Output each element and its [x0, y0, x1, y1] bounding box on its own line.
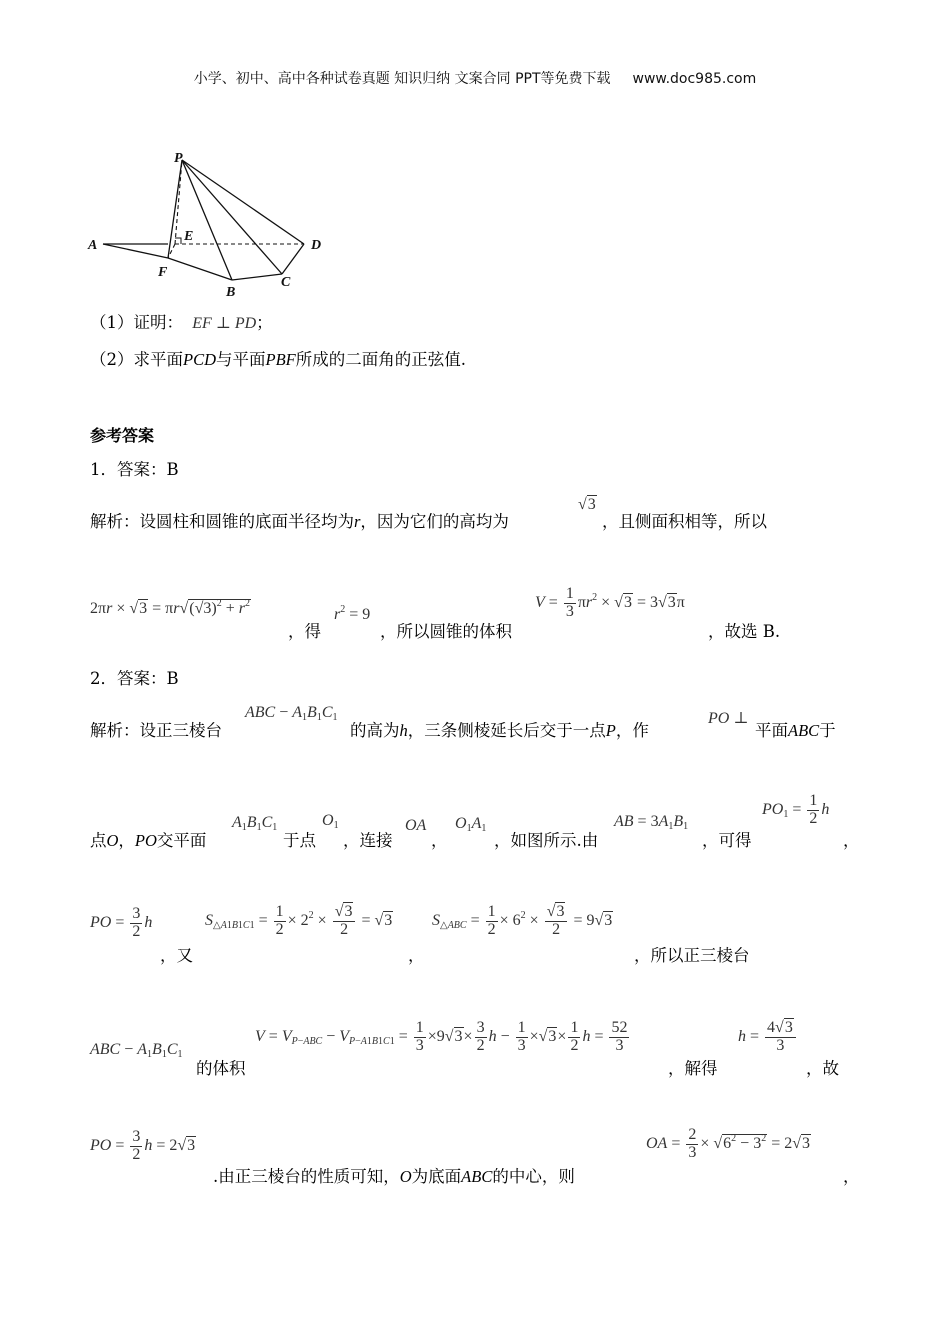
text-de: ，得: [288, 622, 321, 641]
a2-line1-end: [755, 720, 836, 742]
formula-ab-eq: AB = $3A_1B_1$: [614, 813, 689, 832]
question-1: [90, 312, 273, 335]
formula-r-squared: $r^2 = 9$: [334, 604, 371, 623]
formula-cone-volume: V = $\frac{1}{3}$ $\pi r^2 \times √3 = 3√3\pi$: [535, 585, 685, 620]
formula-po: PO = $\frac{3}{2}$ h: [90, 905, 153, 940]
q1-label: （1）证明：: [90, 313, 183, 332]
a2-line5: [213, 1166, 575, 1188]
text: ，因为它们的高均为: [360, 512, 509, 531]
text: 的高为: [350, 721, 400, 740]
answer-2-title: 2．答案：B: [90, 669, 179, 688]
text: ，: [118, 831, 135, 850]
text: 交平面: [156, 831, 207, 850]
text-therefore: ，故: [806, 1059, 839, 1078]
text-also: ，又: [160, 946, 193, 965]
text: 解析：设圆柱和圆锥的底面半径均为: [90, 512, 354, 531]
text-connect: ，连接: [343, 831, 393, 850]
formula-po-value: PO = $\frac{3}{2}$ h = 2√3: [90, 1128, 196, 1163]
text-comma-end: ，: [843, 1167, 860, 1186]
answer-1-line-1: [90, 511, 509, 533]
formula-po1: $PO_1$ = $\frac{1}{2}$ h: [762, 792, 830, 827]
page-header: [0, 68, 950, 88]
var-o: O: [106, 831, 119, 850]
text: 平面: [755, 721, 788, 740]
formula-area-bottom: $S_{\triangle ABC}$ = $\frac{1}{2}$ × $6^2$ × $\frac{√3}{2}$ = 9√3: [432, 903, 613, 938]
text-solve: ，解得: [668, 1059, 718, 1078]
label-C: C: [281, 275, 291, 290]
var-p: P: [605, 721, 616, 740]
var-abc: ABC: [788, 721, 820, 740]
formula-o1a1: $O_1A_1$: [455, 815, 487, 834]
text: ，三条侧棱延长后交于一点: [407, 721, 606, 740]
formula-frustum-name: ABC − $A_1B_1C_1$: [245, 704, 338, 723]
formula-frustum-volume: $V = V_{P-ABC} - V_{P-A1B1C1}$ = $\frac{1}{3}$ ×9√3× $\frac{3}{2}$ h − $\frac{1}{3}$ ×√3× $\frac{1}{2}$ h = $\frac{52}{3}$: [255, 1019, 628, 1054]
label-F: F: [158, 265, 168, 280]
q1-suffix: ；: [256, 313, 273, 332]
pyramid-figure: [80, 148, 340, 303]
q2-text-a: （2）求平面: [90, 350, 183, 369]
text-so-frustum: ，所以正三棱台: [634, 946, 750, 965]
formula-po-perp: PO ⊥: [708, 710, 749, 727]
header-text: 小学、初中、高中各种试卷真题 知识归纳 文案合同 PPT等免费下载: [193, 71, 611, 87]
label-B: B: [226, 285, 236, 300]
a2-line2-start: [90, 830, 206, 852]
q2-text-c: 所成的二面角的正弦值.: [295, 350, 466, 369]
text-comma-3: ，: [408, 946, 425, 965]
formula-h: h = $\frac{4√3}{3}$: [738, 1020, 798, 1055]
text-cone-volume: ，所以圆锥的体积: [380, 622, 512, 641]
formula-a1b1c1: $A_1B_1C_1$: [232, 814, 278, 833]
label-P: P: [174, 151, 183, 166]
formula-o1: $O_1$: [322, 812, 339, 831]
text-at-point: 于点: [283, 831, 316, 850]
a2-line1-mid: [350, 720, 649, 742]
answer-1-line-1-end: ，且侧面积相等，所以: [602, 512, 767, 531]
formula-oa-value: OA = $\frac{2}{3}$ × $√6^2 - 3^2 = 2√3$: [646, 1126, 811, 1161]
text: 于: [819, 721, 836, 740]
var-o-2: O: [399, 1167, 412, 1186]
text-as-shown: ，如图所示.由: [494, 831, 599, 850]
var-r: r: [354, 512, 361, 531]
header-url[interactable]: www.doc985.com: [632, 71, 757, 87]
q1-formula: EF ⊥ PD: [192, 315, 257, 332]
text-can-get: ，可得: [702, 831, 752, 850]
label-A: A: [88, 238, 98, 253]
text: 的中心，则: [492, 1167, 575, 1186]
formula-sqrt3: √3: [578, 496, 596, 513]
formula-oa: OA: [405, 817, 427, 834]
answer-1-title: 1．答案：B: [90, 460, 179, 479]
text: 点: [90, 831, 107, 850]
label-D: D: [311, 238, 322, 253]
q2-text-b: 与平面: [216, 350, 266, 369]
answers-heading: 参考答案: [90, 426, 155, 445]
text-choose-b: ，故选 B.: [708, 622, 781, 641]
text-comma: ，: [431, 831, 448, 850]
text-volume-of: 的体积: [196, 1059, 246, 1078]
var-h: h: [399, 721, 408, 740]
q2-plane-pcd: PCD: [183, 350, 216, 369]
text-comma-2: ，: [843, 831, 860, 850]
formula-area-top: $S_{\triangle A1B1C1}$ = $\frac{1}{2}$ × $2^2$ × $\frac{√3}{2}$ = √3: [205, 903, 393, 938]
var-abc-2: ABC: [461, 1167, 493, 1186]
text: .由正三棱台的性质可知，: [213, 1167, 400, 1186]
label-E: E: [184, 229, 194, 244]
a2-line1-start: 解析：设正三棱台: [90, 721, 222, 740]
question-2: [90, 349, 466, 371]
formula-area-equation: $2\pi r \times √3 = \pi r√(√3)^2 + r^2$: [90, 598, 250, 617]
text: ，作: [615, 721, 649, 740]
formula-frustum-name-2: ABC − $A_1B_1C_1$: [90, 1041, 183, 1060]
q2-plane-pbf: PBF: [265, 350, 296, 369]
text: 为底面: [411, 1167, 462, 1186]
var-po: PO: [134, 831, 157, 850]
